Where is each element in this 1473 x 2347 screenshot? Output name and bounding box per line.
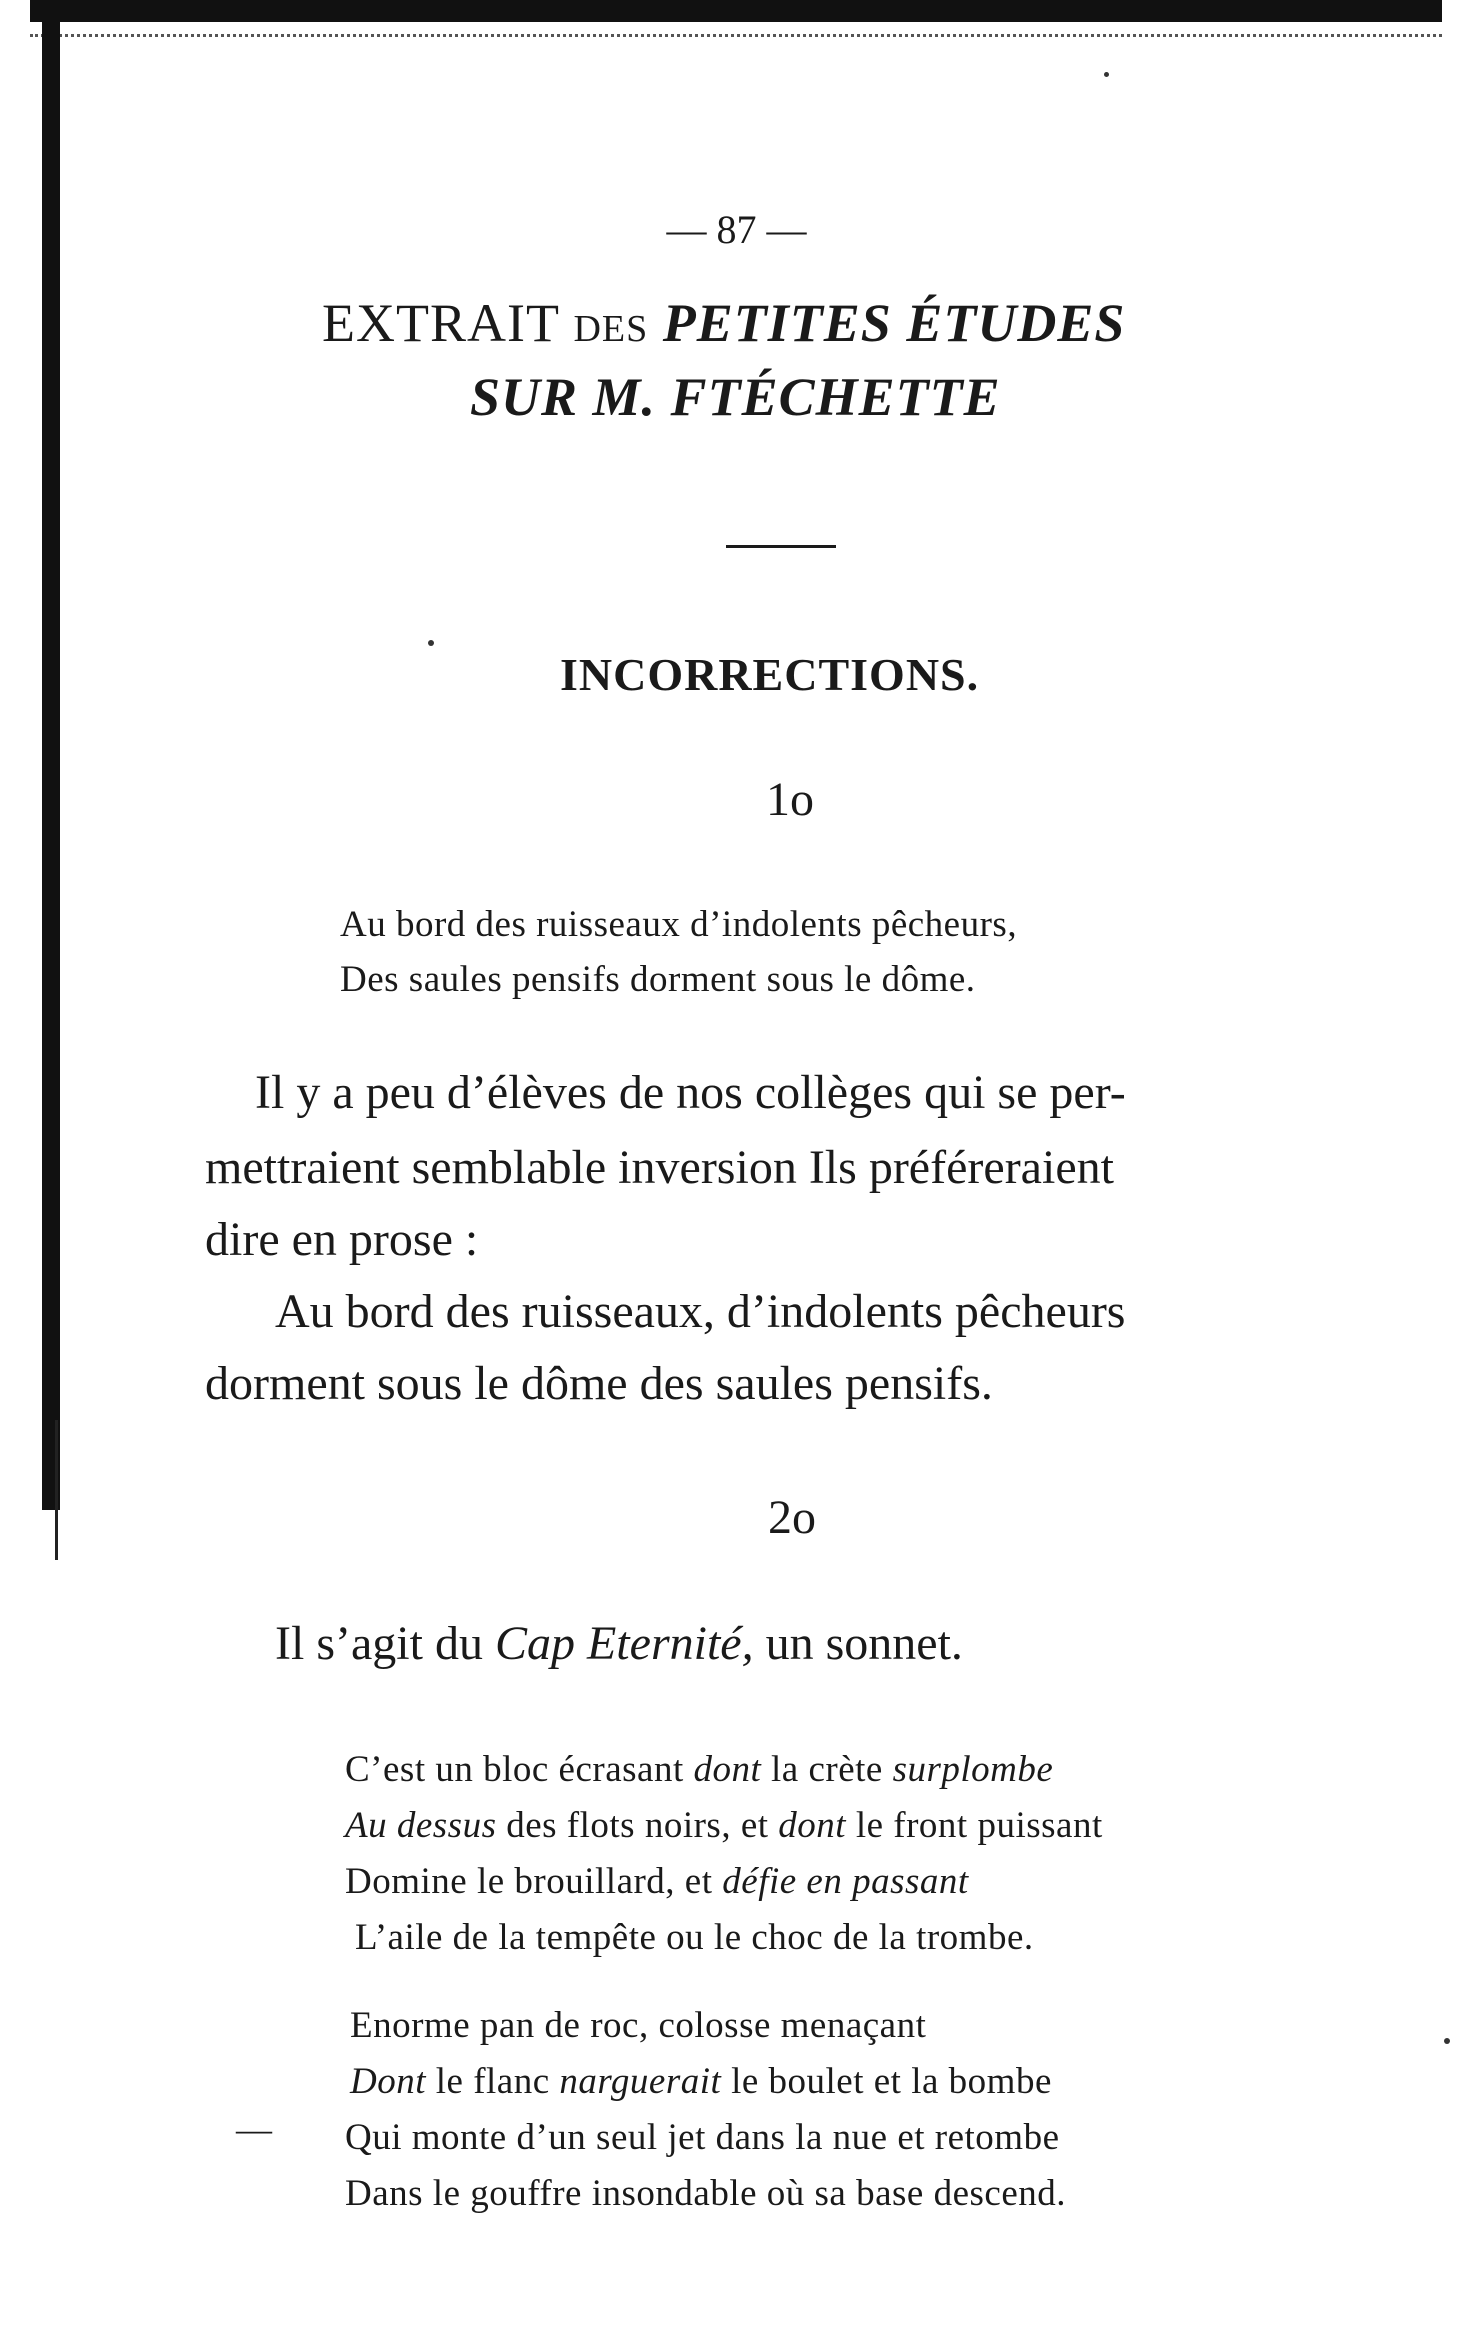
- stanza-2-line-1: Enorme pan de roc, colosse menaçant: [350, 2005, 927, 2046]
- page-number: — 87 —: [666, 207, 807, 252]
- verse-text: C’est un bloc écrasant: [345, 1749, 684, 1790]
- verse-emphasis: défie en passant: [722, 1861, 969, 1902]
- part-1-prose-line-4: Au bord des ruisseaux, d’indolents pêcheurs: [275, 1285, 1126, 1338]
- verse-text: le front puissant: [855, 1805, 1103, 1846]
- stanza-1-line-4: L’aile de la tempête ou le choc de la trombe.: [355, 1917, 1034, 1958]
- title-word-extrait: EXTRAIT: [322, 293, 559, 353]
- section-heading: INCORRECTIONS.: [560, 649, 980, 700]
- part-2-intro-poem-title: Cap Eternité,: [494, 1617, 754, 1670]
- stanza-1-line-3: [345, 1860, 969, 1903]
- verse-text: le boulet et la bombe: [731, 2061, 1052, 2102]
- title-word-des: DES: [573, 308, 649, 350]
- scan-top-border: [30, 0, 1442, 22]
- title-line-1: [322, 292, 1125, 354]
- part-1-number: 1o: [766, 773, 814, 826]
- stanza-2-line-2: [350, 2060, 1052, 2103]
- part-1-prose-line-5: dorment sous le dôme des saules pensifs.: [205, 1357, 993, 1410]
- verse-text: Domine le brouillard, et: [345, 1861, 713, 1902]
- part-2-intro: [275, 1616, 963, 1671]
- stanza-2-line-3: Qui monte d’un seul jet dans la nue et retombe: [345, 2117, 1060, 2158]
- part-2-intro-text-a: Il s’agit du: [275, 1617, 483, 1670]
- verse-emphasis: dont: [693, 1749, 762, 1790]
- verse-emphasis: surplombe: [892, 1749, 1054, 1790]
- part-1-verse-line-2: Des saules pensifs dorment sous le dôme.: [340, 959, 976, 1000]
- verse-text: des flots noirs, et: [506, 1805, 769, 1846]
- verse-emphasis: narguerait: [559, 2061, 722, 2102]
- part-2-number: 2o: [768, 1491, 816, 1544]
- speck: [1444, 2038, 1450, 2044]
- part-1-verse-line-1: Au bord des ruisseaux d’indolents pêcheurs,: [340, 904, 1018, 945]
- verse-text: le flanc: [435, 2061, 550, 2102]
- margin-mark: —: [236, 2109, 272, 2149]
- scan-top-dotted-edge: [30, 34, 1442, 43]
- stanza-1-line-1: [345, 1748, 1053, 1791]
- part-1-prose-line-2: mettraient semblable inversion Ils préféreraient: [205, 1141, 1114, 1194]
- part-1-prose-line-3: dire en prose :: [205, 1213, 479, 1266]
- stanza-2-line-4: Dans le gouffre insondable où sa base descend.: [345, 2173, 1066, 2214]
- speck: [428, 640, 434, 646]
- title-subject: SUR M. FTÉCHETTE: [470, 367, 1001, 427]
- verse-text: la crète: [771, 1749, 883, 1790]
- title-divider-rule: [726, 545, 836, 548]
- verse-emphasis: Au dessus: [345, 1805, 497, 1846]
- verse-emphasis: dont: [778, 1805, 847, 1846]
- part-2-intro-text-b: un sonnet.: [765, 1617, 963, 1670]
- speck: [1104, 72, 1109, 77]
- part-1-prose-line-1: Il y a peu d’élèves de nos collèges qui se per-: [255, 1066, 1126, 1119]
- scan-left-border-tail: [55, 1420, 58, 1560]
- verse-emphasis: Dont: [350, 2061, 426, 2102]
- stanza-1-line-2: [345, 1804, 1103, 1847]
- title-line-2: [470, 366, 1001, 428]
- title-work-name: PETITES ÉTUDES: [662, 293, 1126, 353]
